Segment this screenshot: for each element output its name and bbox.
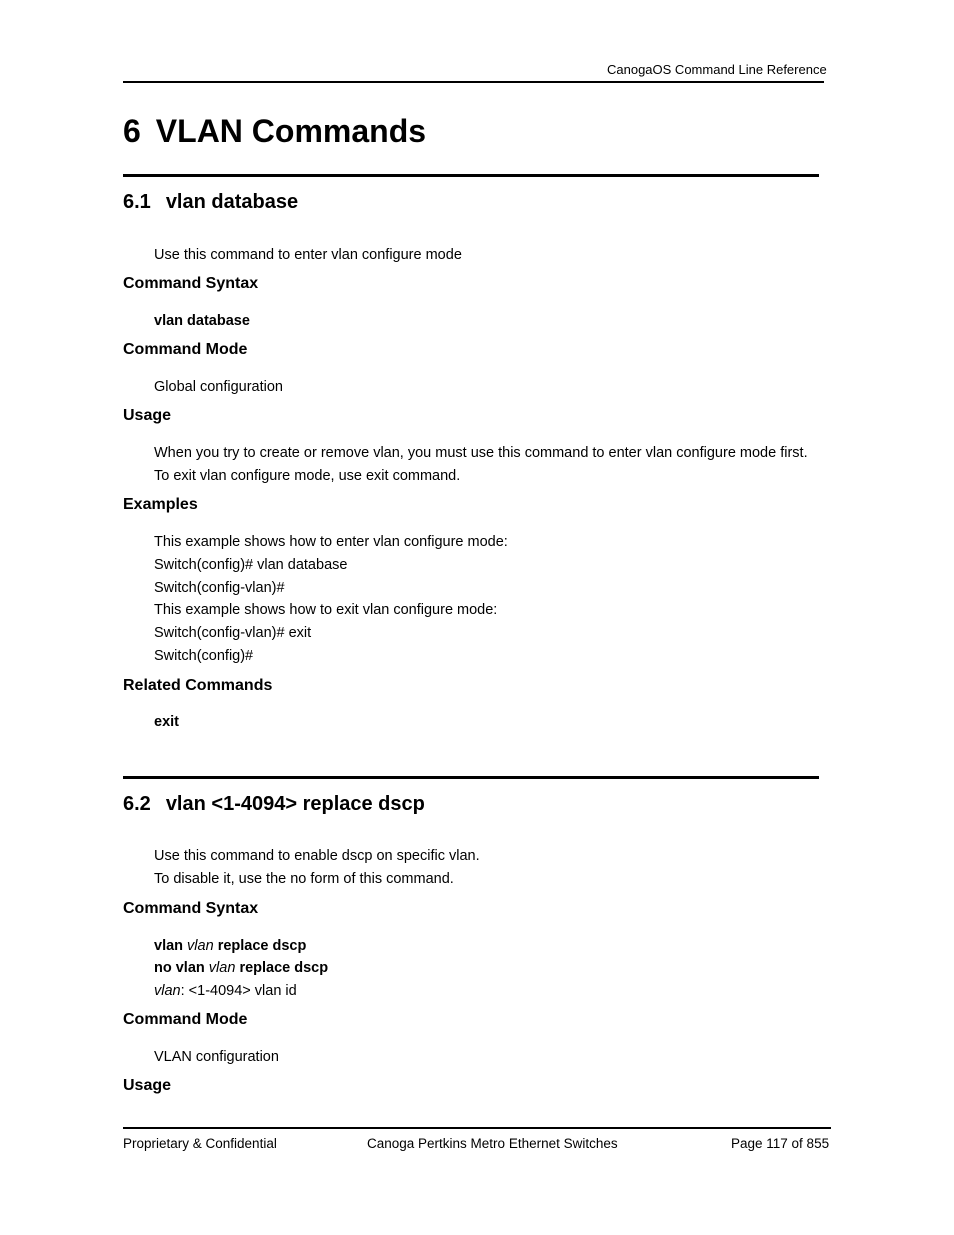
example-line: Switch(config)# — [154, 648, 254, 664]
section-description: To disable it, use the no form of this command. — [154, 871, 454, 887]
example-line: This example shows how to exit vlan configure mode: — [154, 602, 498, 618]
related-command: exit — [154, 714, 179, 730]
syntax-parameter: vlan — [208, 960, 236, 976]
example-line: Switch(config)# vlan database — [154, 557, 348, 573]
section-number: 6.1 — [123, 191, 151, 213]
command-syntax: vlan database — [154, 313, 250, 329]
chapter-title-text: VLAN Commands — [155, 113, 427, 149]
section-heading — [123, 793, 425, 816]
syntax-keyword: no vlan — [154, 960, 205, 976]
example-line: Switch(config-vlan)# exit — [154, 625, 312, 641]
section-description: Use this command to enable dscp on specific vlan. — [154, 848, 480, 864]
footer-rule — [123, 1127, 831, 1129]
parameter-text: : <1-4094> vlan id — [180, 983, 297, 999]
syntax-parameter: vlan — [187, 938, 214, 954]
usage-label: Usage — [123, 407, 172, 424]
syntax-keyword: vlan — [154, 938, 184, 954]
command-mode: VLAN configuration — [154, 1049, 279, 1065]
footer-left: Proprietary & Confidential — [123, 1136, 277, 1151]
section-title: vlan <1-4094> replace dscp — [165, 793, 425, 815]
header-rule — [123, 81, 824, 83]
section-title: vlan database — [165, 191, 299, 213]
page-number: Page 117 of 855 — [731, 1136, 830, 1151]
example-line: Switch(config-vlan)# — [154, 580, 285, 596]
syntax-keyword: replace dscp — [217, 938, 307, 954]
parameter-description — [154, 983, 297, 999]
running-header: CanogaOS Command Line Reference — [607, 62, 827, 77]
chapter-rule — [123, 174, 819, 177]
command-mode: Global configuration — [154, 379, 283, 395]
command-syntax-label: Command Syntax — [123, 900, 259, 917]
command-syntax — [154, 960, 328, 976]
footer-center: Canoga Pertkins Metro Ethernet Switches — [367, 1136, 618, 1151]
related-commands-label: Related Commands — [123, 677, 273, 694]
syntax-keyword: replace dscp — [239, 960, 329, 976]
section-rule — [123, 776, 819, 779]
usage-label: Usage — [123, 1077, 172, 1094]
section-description: Use this command to enter vlan configure mode — [154, 247, 462, 263]
section-number: 6.2 — [123, 793, 151, 815]
chapter-title — [123, 113, 426, 150]
section-heading — [123, 191, 298, 214]
command-syntax-label: Command Syntax — [123, 275, 259, 292]
command-syntax — [154, 938, 306, 954]
command-mode-label: Command Mode — [123, 341, 248, 358]
example-line: This example shows how to enter vlan configure mode: — [154, 534, 508, 550]
command-mode-label: Command Mode — [123, 1011, 248, 1028]
chapter-number: 6 — [123, 113, 141, 149]
examples-label: Examples — [123, 496, 198, 513]
usage-line: When you try to create or remove vlan, you must use this command to enter vlan configure mode first. — [154, 445, 808, 461]
parameter-name: vlan — [154, 983, 181, 999]
usage-line: To exit vlan configure mode, use exit command. — [154, 468, 461, 484]
